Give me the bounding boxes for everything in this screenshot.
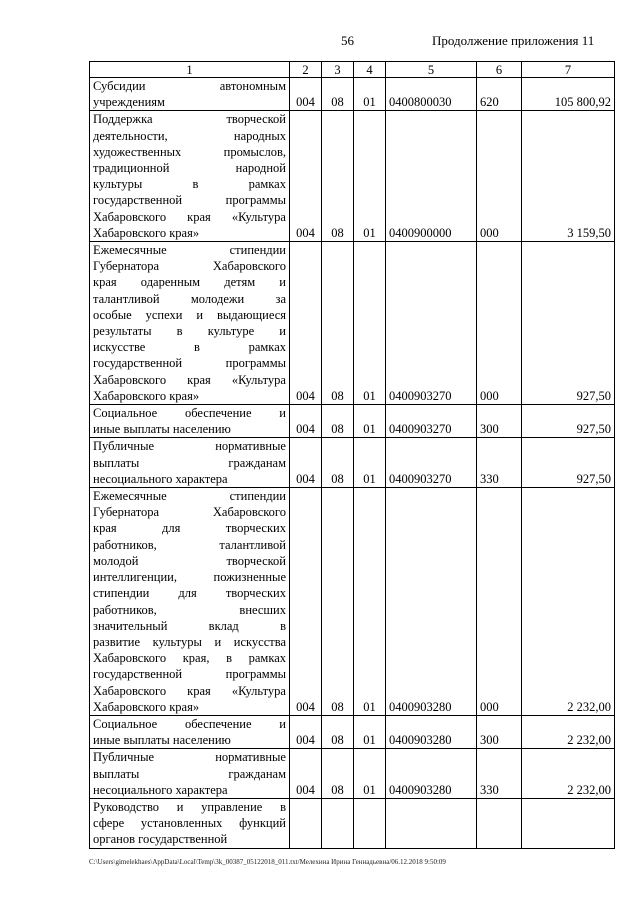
expense-type-cell: 330 — [477, 749, 522, 799]
item-name-line: Ежемесячные стипендии — [93, 243, 286, 258]
column-header: 2 — [290, 62, 322, 78]
amount-cell: 2 232,00 — [522, 749, 615, 799]
subsection-code-cell: 08 — [322, 242, 354, 405]
subsection-code-cell: 08 — [322, 405, 354, 438]
column-header: 5 — [386, 62, 477, 78]
item-name-line: Хабаровского края» — [93, 225, 200, 240]
table-row — [90, 242, 615, 405]
section-code-cell: 004 — [290, 749, 322, 799]
item-name-line: Хабаровского края» — [93, 699, 200, 714]
amount-cell: 2 232,00 — [522, 488, 615, 716]
section-code-cell: 004 — [290, 242, 322, 405]
table-row — [90, 749, 615, 799]
item-name-line: государственной программы — [93, 193, 286, 208]
item-name-line: Хабаровского края «Культура — [93, 372, 286, 387]
amount-cell: 105 800,92 — [522, 78, 615, 111]
item-name-line: выплаты гражданам — [93, 766, 286, 781]
item-name-line: Хабаровского края, в рамках — [93, 651, 286, 666]
target-article-cell: 0400903270 — [386, 405, 477, 438]
target-article-cell: 0400800030 — [386, 78, 477, 111]
item-name-cell — [90, 488, 290, 716]
item-name-line: интеллигенции, пожизненные — [93, 570, 286, 585]
item-name-line: значительный вклад в — [93, 618, 286, 633]
subsection-code-cell — [322, 798, 354, 848]
amount-cell: 927,50 — [522, 405, 615, 438]
amount-cell: 3 159,50 — [522, 111, 615, 242]
subitem-code-cell: 01 — [354, 111, 386, 242]
subitem-code-cell: 01 — [354, 488, 386, 716]
item-name-line: несоциального характера — [93, 471, 228, 486]
section-code-cell: 004 — [290, 438, 322, 488]
item-name-line: работников, талантливой — [93, 537, 286, 552]
expense-type-cell: 330 — [477, 438, 522, 488]
table-row — [90, 798, 615, 848]
item-name-line: выплаты гражданам — [93, 455, 286, 470]
item-name-cell — [90, 405, 290, 438]
item-name-line: государственной программы — [93, 667, 286, 682]
budget-table — [89, 61, 615, 849]
subsection-code-cell: 08 — [322, 715, 354, 748]
table-row — [90, 438, 615, 488]
item-name-line: развитие культуры и искусства — [93, 634, 286, 649]
column-header: 4 — [354, 62, 386, 78]
column-header: 6 — [477, 62, 522, 78]
subitem-code-cell: 01 — [354, 405, 386, 438]
subsection-code-cell: 08 — [322, 749, 354, 799]
item-name-line: Публичные нормативные — [93, 750, 286, 765]
item-name-cell — [90, 715, 290, 748]
item-name-line: Руководство и управление в — [93, 799, 286, 814]
item-name-line: Социальное обеспечение и — [93, 716, 286, 731]
item-name-cell — [90, 749, 290, 799]
item-name-line: талантливой молодежи за — [93, 291, 286, 306]
expense-type-cell: 000 — [477, 111, 522, 242]
target-article-cell: 0400903270 — [386, 242, 477, 405]
expense-type-cell: 300 — [477, 405, 522, 438]
item-name-cell — [90, 798, 290, 848]
amount-cell: 927,50 — [522, 242, 615, 405]
section-code-cell — [290, 798, 322, 848]
subitem-code-cell — [354, 798, 386, 848]
target-article-cell: 0400903280 — [386, 715, 477, 748]
item-name-line: стипендии для творческих — [93, 586, 286, 601]
subsection-code-cell: 08 — [322, 438, 354, 488]
item-name-cell — [90, 78, 290, 111]
target-article-cell: 0400903280 — [386, 488, 477, 716]
section-code-cell: 004 — [290, 715, 322, 748]
table-row — [90, 111, 615, 242]
item-name-line: художественных промыслов, — [93, 144, 286, 159]
item-name-line: сфере установленных функций — [93, 816, 286, 831]
column-header: 1 — [90, 62, 290, 78]
item-name-line: работников, внесших — [93, 602, 286, 617]
item-name-line: Социальное обеспечение и — [93, 406, 286, 421]
item-name-line: Хабаровского края» — [93, 388, 200, 403]
item-name-line: Субсидии автономным — [93, 79, 286, 93]
target-article-cell: 0400900000 — [386, 111, 477, 242]
target-article-cell: 0400903270 — [386, 438, 477, 488]
table-row — [90, 715, 615, 748]
item-name-line: результаты в культуре и — [93, 324, 286, 339]
item-name-line: учреждениям — [93, 95, 165, 110]
table-row — [90, 78, 615, 111]
item-name-cell — [90, 111, 290, 242]
section-code-cell: 004 — [290, 78, 322, 111]
file-path-footer: C:\Users\gimelekhaes\AppData\Local\Temp\3k_00387_05122018_011.txt/Мелехина Ирина Геннадьевна/06.12.2018 9:50:09 — [89, 858, 446, 866]
page-number: 56 — [341, 33, 354, 48]
item-name-cell — [90, 242, 290, 405]
target-article-cell: 0400903280 — [386, 749, 477, 799]
amount-cell: 2 232,00 — [522, 715, 615, 748]
item-name-line: иные выплаты населению — [93, 422, 231, 437]
amount-cell: 927,50 — [522, 438, 615, 488]
subitem-code-cell: 01 — [354, 715, 386, 748]
item-name-line: культуры в рамках — [93, 177, 286, 192]
item-name-line: Поддержка творческой — [93, 112, 286, 127]
subsection-code-cell: 08 — [322, 488, 354, 716]
item-name-line: молодой творческой — [93, 553, 286, 568]
item-name-cell — [90, 438, 290, 488]
table-row — [90, 488, 615, 716]
item-name-line: Ежемесячные стипендии — [93, 489, 286, 504]
subitem-code-cell: 01 — [354, 242, 386, 405]
subitem-code-cell: 01 — [354, 78, 386, 111]
item-name-line: иные выплаты населению — [93, 733, 231, 748]
item-name-line: несоциального характера — [93, 782, 228, 797]
expense-type-cell: 000 — [477, 488, 522, 716]
item-name-line: органов государственной — [93, 832, 228, 847]
column-header: 7 — [522, 62, 615, 78]
item-name-line: Хабаровского края «Культура — [93, 209, 286, 224]
column-header: 3 — [322, 62, 354, 78]
subsection-code-cell: 08 — [322, 111, 354, 242]
table-row — [90, 405, 615, 438]
item-name-line: особые успехи и выдающиеся — [93, 307, 286, 322]
continuation-label: Продолжение приложения 11 — [432, 33, 595, 48]
item-name-line: деятельности, народных — [93, 128, 286, 143]
subitem-code-cell: 01 — [354, 438, 386, 488]
item-name-line: Хабаровского края «Культура — [93, 683, 286, 698]
table-header-row — [90, 62, 615, 78]
expense-type-cell: 000 — [477, 242, 522, 405]
subsection-code-cell: 08 — [322, 78, 354, 111]
expense-type-cell: 620 — [477, 78, 522, 111]
section-code-cell: 004 — [290, 111, 322, 242]
expense-type-cell: 300 — [477, 715, 522, 748]
expense-type-cell — [477, 798, 522, 848]
item-name-line: Губернатора Хабаровского — [93, 505, 286, 520]
target-article-cell — [386, 798, 477, 848]
item-name-line: искусстве в рамках — [93, 340, 286, 355]
subitem-code-cell: 01 — [354, 749, 386, 799]
item-name-line: традиционной народной — [93, 161, 286, 176]
item-name-line: края одаренным детям и — [93, 275, 286, 290]
item-name-line: края для творческих — [93, 521, 286, 536]
amount-cell — [522, 798, 615, 848]
section-code-cell: 004 — [290, 488, 322, 716]
item-name-line: Губернатора Хабаровского — [93, 259, 286, 274]
item-name-line: государственной программы — [93, 356, 286, 371]
section-code-cell: 004 — [290, 405, 322, 438]
item-name-line: Публичные нормативные — [93, 439, 286, 454]
